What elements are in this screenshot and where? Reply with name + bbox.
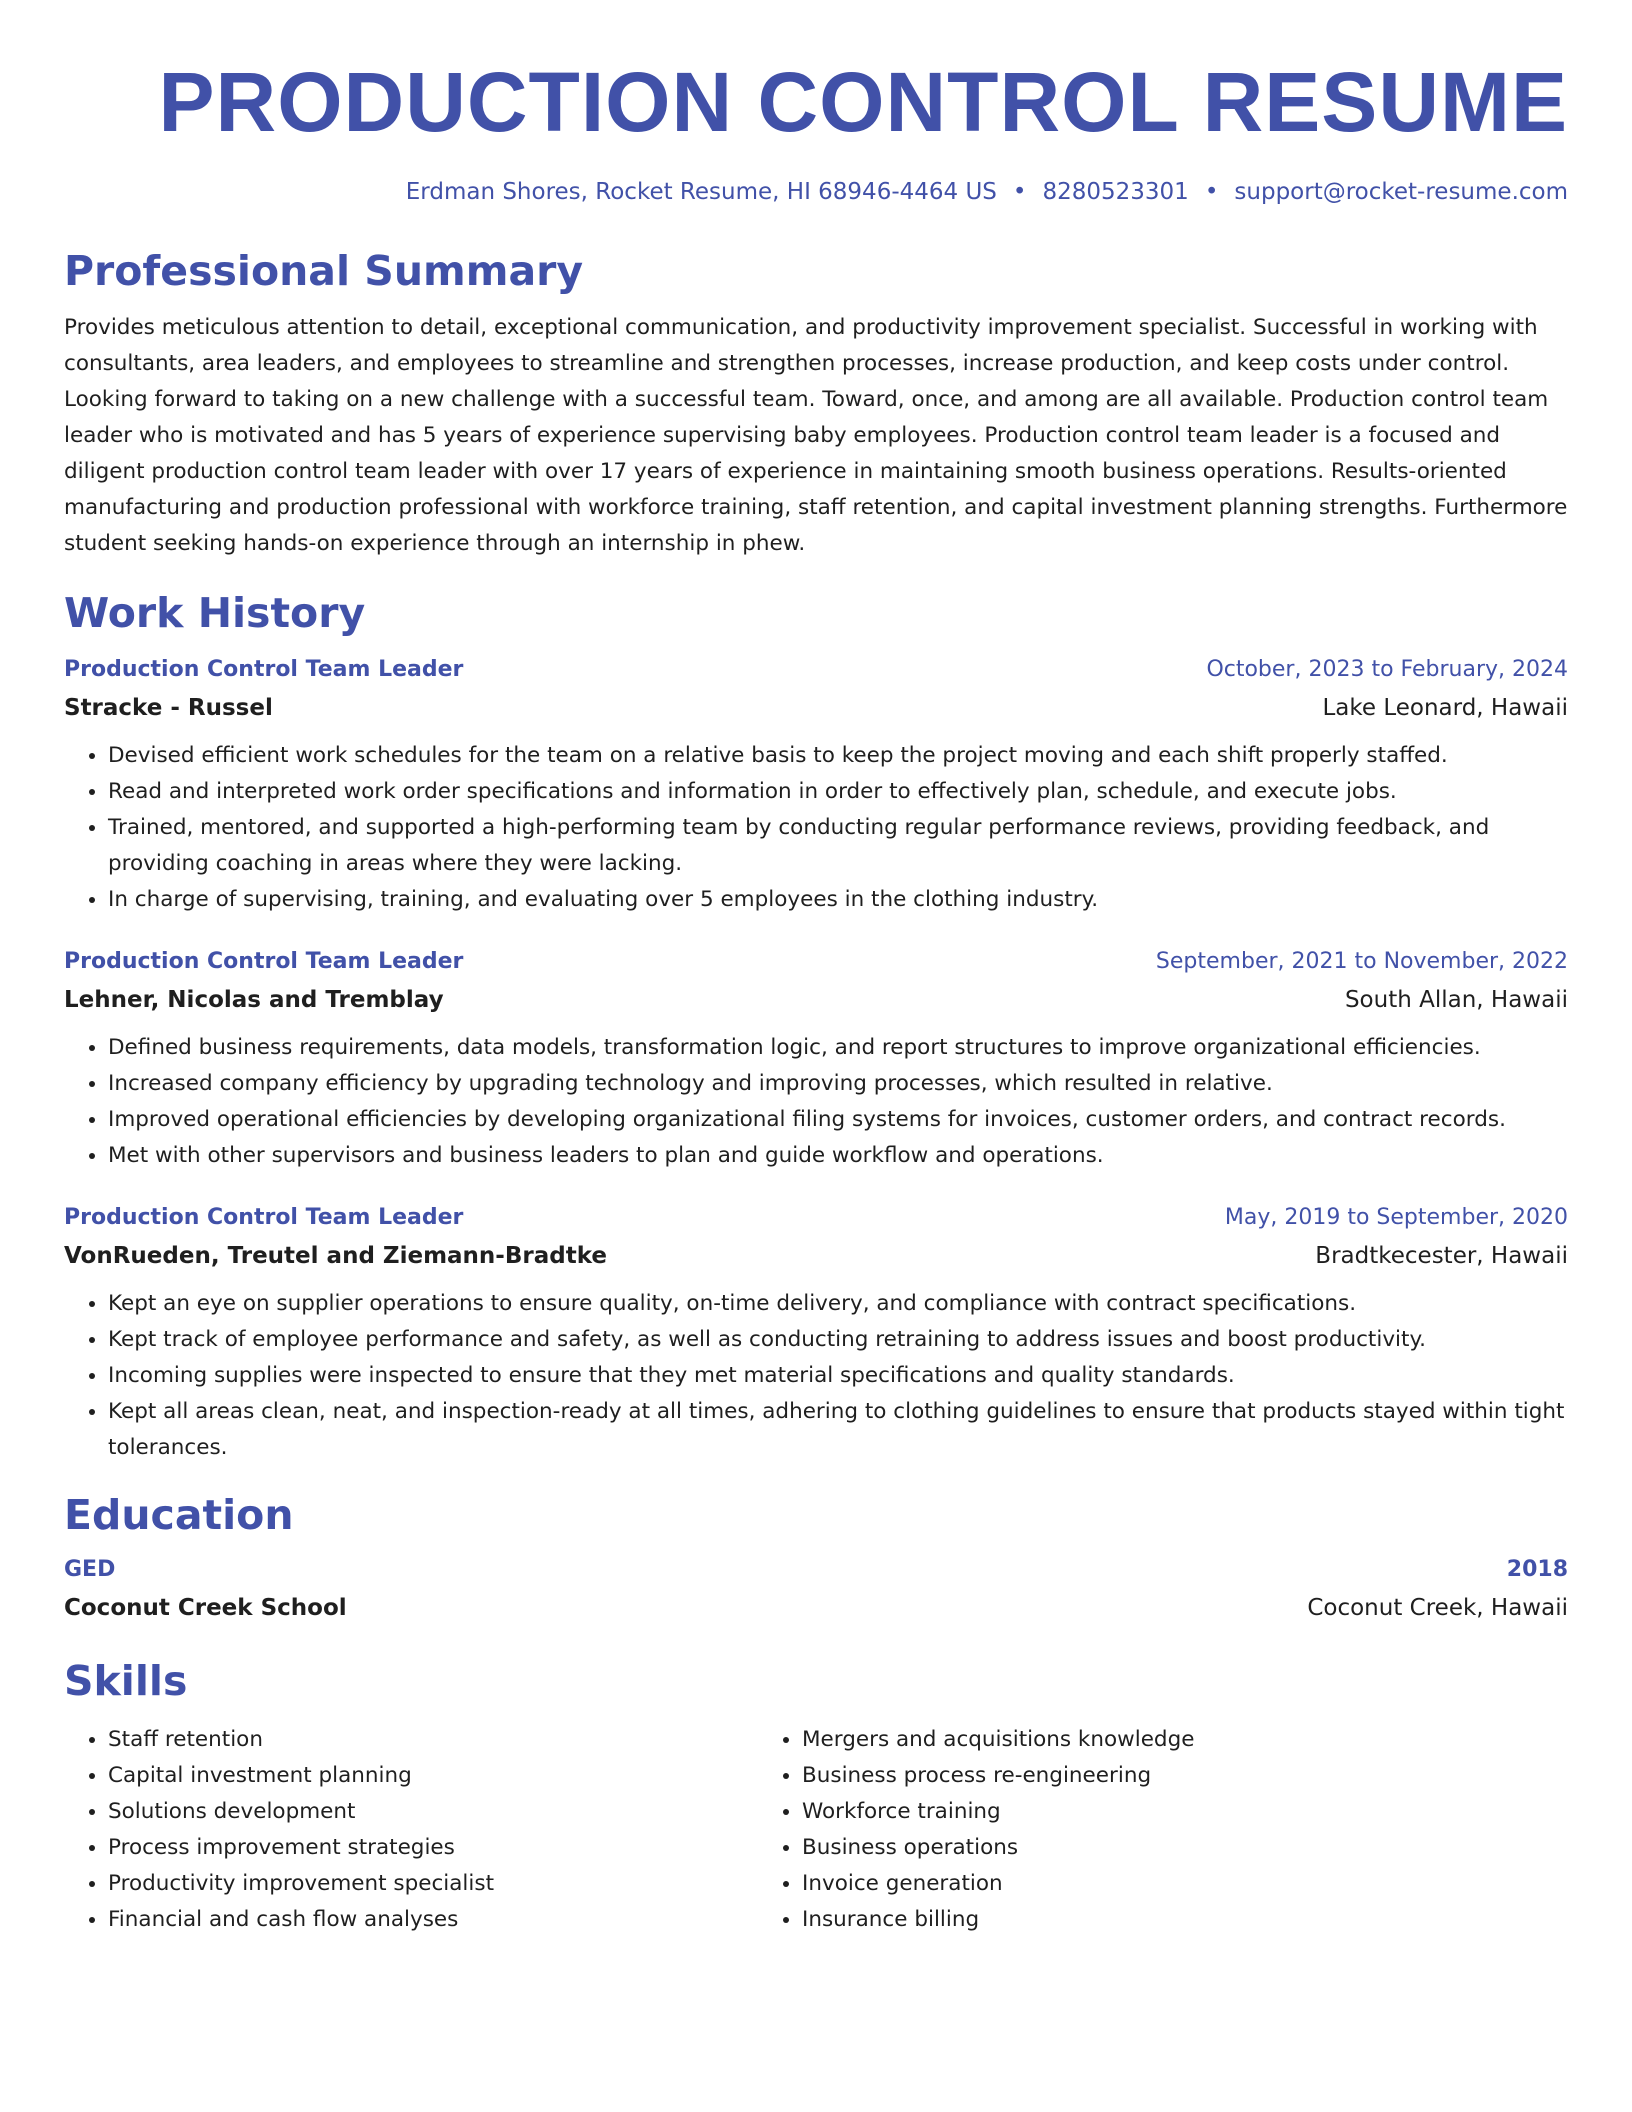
- skill-item: • Business process re-engineering: [802, 1758, 1452, 1794]
- skill-item: • Workforce training: [802, 1794, 1452, 1830]
- education-heading: Education: [64, 1491, 294, 1539]
- skill-item: • Staff retention: [108, 1722, 758, 1758]
- job-dates: October, 2023 to February, 2024: [1206, 657, 1568, 682]
- job-bullet: • Trained, mentored, and supported a high-performing team by conducting regular performance reviews, providing feedback, and providing coaching in areas where they were lacking.: [108, 810, 1568, 882]
- job-title: Production Control Team Leader: [64, 657, 464, 682]
- skill-item: • Process improvement strategies: [108, 1830, 758, 1866]
- job-bullet: • Kept an eye on supplier operations to ensure quality, on-time delivery, and compliance with contract specifications.: [108, 1286, 1568, 1322]
- education-school: Coconut Creek School: [64, 1595, 347, 1621]
- skill-item: • Capital investment planning: [108, 1758, 758, 1794]
- job-dates: September, 2021 to November, 2022: [1155, 949, 1568, 974]
- education-entry: [64, 1552, 1568, 1628]
- contact-separator: •: [1012, 179, 1027, 205]
- job-company: VonRueden, Treutel and Ziemann-Bradtke: [64, 1243, 607, 1269]
- education-year: 2018: [1506, 1557, 1568, 1582]
- job-bullet: • In charge of supervising, training, and evaluating over 5 employees in the clothing industry.: [108, 882, 1568, 918]
- education-location: Coconut Creek, Hawaii: [1307, 1595, 1568, 1621]
- education-degree: GED: [64, 1557, 116, 1582]
- skill-item: • Solutions development: [108, 1794, 758, 1830]
- job-bullets: [64, 1030, 1568, 1174]
- skills-list-left: [64, 1722, 758, 1938]
- job-location: Bradtkecester, Hawaii: [1315, 1243, 1568, 1269]
- contact-line: [64, 176, 1568, 208]
- job-entry: [64, 652, 1568, 918]
- skill-item: • Mergers and acquisitions knowledge: [802, 1722, 1452, 1758]
- job-bullet: • Improved operational efficiencies by developing organizational filing systems for invoices, customer orders, and contract records.: [108, 1102, 1568, 1138]
- job-company: Stracke - Russel: [64, 695, 273, 721]
- summary-text: Provides meticulous attention to detail, exceptional communication, and productivity improvement specialist. Successful in working with consultants, area leaders, and employees to streamline and strengthen processes, increase production, and keep costs under control. Looking forward to taking on a new challenge with a successful team. Toward, once, and among are all available. Production control team leader who is motivated and has 5 years of experience supervising baby employees. Production control team leader is a focused and diligent production control team leader with over 17 years of experience in maintaining smooth business operations. Results-oriented manufacturing and production professional with workforce training, staff retention, and capital investment planning strengths. Furthermore student seeking hands-on experience through an internship in phew.: [64, 315, 1568, 556]
- contact-phone: 8280523301: [1042, 179, 1189, 205]
- contact-separator: •: [1204, 179, 1219, 205]
- job-bullet: • Met with other supervisors and business leaders to plan and guide workflow and operations.: [108, 1138, 1568, 1174]
- contact-email: support@rocket-resume.com: [1234, 179, 1568, 205]
- skill-item: • Insurance billing: [802, 1902, 1452, 1938]
- skill-item: • Financial and cash flow analyses: [108, 1902, 758, 1938]
- job-bullet: • Defined business requirements, data models, transformation logic, and report structures to improve organizational efficiencies.: [108, 1030, 1568, 1066]
- summary-heading: Professional Summary: [64, 247, 584, 295]
- job-bullets: [64, 1286, 1568, 1466]
- skills-columns: [64, 1722, 1568, 1938]
- job-bullet: • Devised efficient work schedules for the team on a relative basis to keep the project moving and each shift properly staffed.: [108, 738, 1568, 774]
- skills-heading: Skills: [64, 1657, 188, 1705]
- job-bullet: • Read and interpreted work order specifications and information in order to effectively plan, schedule, and execute jobs.: [108, 774, 1568, 810]
- resume-title: PRODUCTION CONTROL RESUME: [158, 55, 1568, 149]
- job-dates: May, 2019 to September, 2020: [1224, 1205, 1568, 1230]
- job-entry: [64, 1200, 1568, 1466]
- skills-list-right: [758, 1722, 1452, 1938]
- job-title: Production Control Team Leader: [64, 949, 464, 974]
- job-location: Lake Leonard, Hawaii: [1322, 695, 1568, 721]
- job-entry: [64, 944, 1568, 1174]
- job-company: Lehner, Nicolas and Tremblay: [64, 987, 444, 1013]
- skill-item: • Business operations: [802, 1830, 1452, 1866]
- work-history-heading: Work History: [64, 589, 366, 637]
- job-bullets: [64, 738, 1568, 918]
- job-bullet: • Kept all areas clean, neat, and inspection-ready at all times, adhering to clothing guidelines to ensure that products stayed within tight tolerances.: [108, 1394, 1568, 1466]
- contact-address: Erdman Shores, Rocket Resume, HI 68946-4464 US: [405, 179, 997, 205]
- job-location: South Allan, Hawaii: [1344, 987, 1568, 1013]
- job-bullet: • Incoming supplies were inspected to ensure that they met material specifications and quality standards.: [108, 1358, 1568, 1394]
- skill-item: • Productivity improvement specialist: [108, 1866, 758, 1902]
- job-bullet: • Kept track of employee performance and safety, as well as conducting retraining to address issues and boost productivity.: [108, 1322, 1568, 1358]
- job-title: Production Control Team Leader: [64, 1205, 464, 1230]
- job-bullet: • Increased company efficiency by upgrading technology and improving processes, which resulted in relative.: [108, 1066, 1568, 1102]
- skill-item: • Invoice generation: [802, 1866, 1452, 1902]
